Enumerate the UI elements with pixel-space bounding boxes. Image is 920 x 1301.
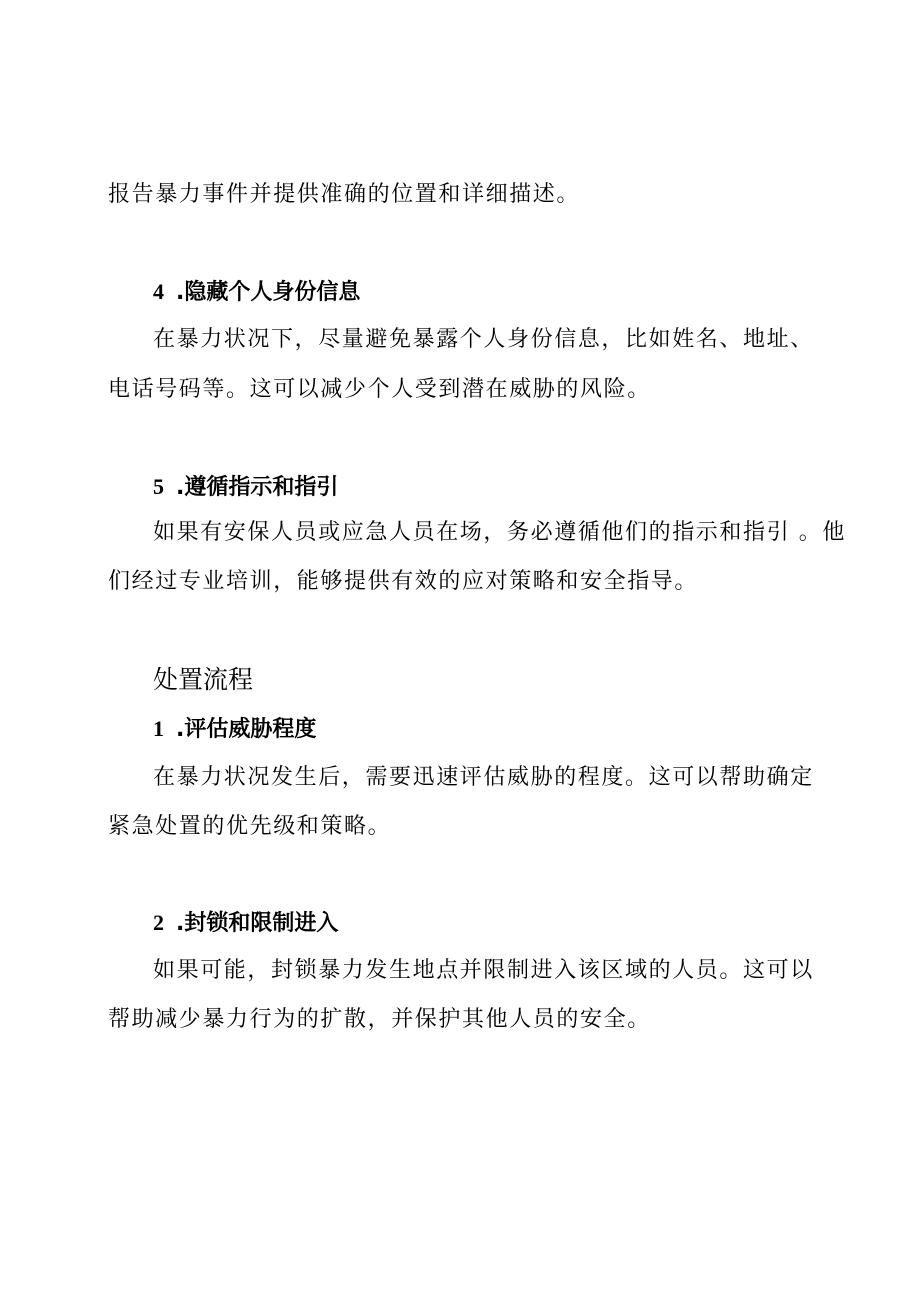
item-heading bbox=[153, 718, 316, 741]
paragraph-line: 报告暴力事件并提供准确的位置和详细描述。 bbox=[108, 182, 581, 207]
item-title: .隐藏个人身份信息 bbox=[176, 280, 361, 305]
paragraph-line: 在暴力状况发生后，需要迅速评估威胁的程度。这可以帮助确定 bbox=[153, 765, 814, 790]
paragraph-line: 如果可能，封锁暴力发生地点并限制进入该区域的人员。这可以 bbox=[153, 958, 814, 983]
item-title: .遵循指示和指引 bbox=[176, 475, 339, 500]
paragraph-line: 如果有安保人员或应急人员在场，务必遵循他们的指示和指引 。他 bbox=[153, 520, 846, 545]
paragraph-line: 紧急处置的优先级和策略。 bbox=[108, 814, 392, 839]
item-heading bbox=[153, 476, 338, 499]
item-number: 4 bbox=[153, 279, 164, 304]
item-number: 2 bbox=[153, 910, 164, 935]
item-number: 5 bbox=[153, 474, 164, 499]
paragraph-line: 帮助减少暴力行为的扩散，并保护其他人员的安全。 bbox=[108, 1007, 651, 1032]
paragraph-line: 电话号码等。这可以减少个人受到潜在威胁的风险。 bbox=[108, 377, 651, 402]
item-heading bbox=[153, 912, 338, 935]
item-title: .评估威胁程度 bbox=[176, 717, 317, 742]
item-heading bbox=[153, 281, 360, 304]
section-title: 处置流程 bbox=[153, 665, 254, 694]
paragraph-line: 在暴力状况下，尽量避免暴露个人身份信息，比如姓名、地址、 bbox=[153, 327, 814, 352]
paragraph-line: 们经过专业培训，能够提供有效的应对策略和安全指导。 bbox=[108, 569, 699, 594]
item-title: .封锁和限制进入 bbox=[176, 911, 339, 936]
item-number: 1 bbox=[153, 716, 164, 741]
